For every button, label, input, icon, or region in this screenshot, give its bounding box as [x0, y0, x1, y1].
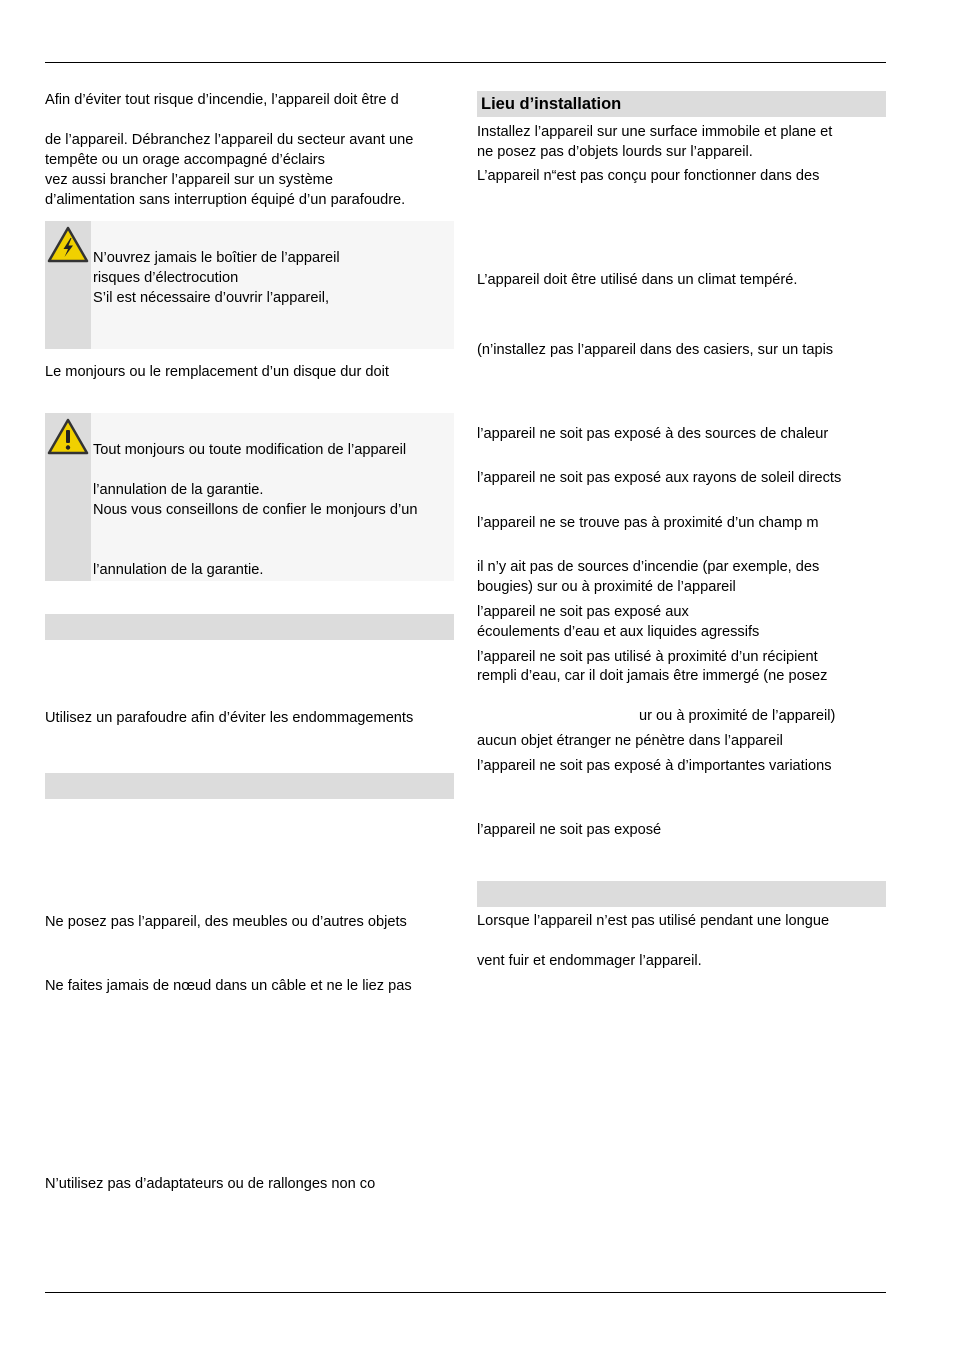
install-line-6: l’appareil ne soit pas exposé à des sources de chaleur — [477, 426, 829, 442]
fire-risk-line-2: de l’appareil. Débranchez l’appareil du secteur avant une — [45, 132, 414, 148]
general-warning-icon — [46, 417, 90, 457]
surge-protector-text: Utilisez un parafoudre afin d’éviter les endommagements — [45, 710, 414, 726]
warning2-line-2: l’annulation de la garantie. — [93, 482, 264, 498]
install-line-13: l’appareil ne soit pas utilisé à proximité d’un récipient — [477, 649, 818, 665]
general-warning-box — [45, 413, 454, 581]
install-line-15: ur ou à proximité de l’appareil) — [639, 708, 836, 724]
cable-knot-text: Ne faites jamais de nœud dans un câble et ne le liez pas — [45, 978, 412, 994]
fire-risk-line-4: vez aussi brancher l’appareil sur un système — [45, 172, 333, 188]
fire-risk-line-3: tempête ou un orage accompagné d’éclairs — [45, 152, 325, 168]
install-line-17: l’appareil ne soit pas exposé à d’importantes variations — [477, 758, 832, 774]
install-line-7: l’appareil ne soit pas exposé aux rayons de soleil directs — [477, 470, 842, 486]
long-unused-line-2: vent fuir et endommager l’appareil. — [477, 953, 702, 969]
fire-risk-line-5: d’alimentation sans interruption équipé d’un parafoudre. — [45, 192, 406, 208]
install-line-3: L’appareil n“est pas conçu pour fonctionner dans des — [477, 168, 820, 184]
warning-icon-column — [45, 413, 91, 581]
electric-shock-warning-box — [45, 221, 454, 349]
warning2-line-3: Nous vous conseillons de confier le monjours d’un — [93, 502, 418, 518]
section-bar-empty-2 — [45, 773, 454, 799]
adapters-text: N’utilisez pas d’adaptateurs ou de rallonges non co — [45, 1176, 376, 1192]
install-line-8: l’appareil ne se trouve pas à proximité d’un champ m — [477, 515, 819, 531]
warning1-line-2: risques d’électrocution — [93, 270, 239, 286]
no-objects-text: Ne posez pas l’appareil, des meubles ou d’autres objets — [45, 914, 407, 930]
section-bar-empty-1 — [45, 614, 454, 640]
install-line-18: l’appareil ne soit pas exposé — [477, 822, 662, 838]
install-line-1: Installez l’appareil sur une surface immobile et plane et — [477, 124, 833, 140]
install-line-16: aucun objet étranger ne pénètre dans l’appareil — [477, 733, 783, 749]
install-line-5: (n’installez pas l’appareil dans des casiers, sur un tapis — [477, 342, 834, 358]
hdd-replacement-text: Le monjours ou le remplacement d’un disque dur doit — [45, 364, 389, 380]
install-line-9: il n’y ait pas de sources d’incendie (par exemple, des — [477, 559, 820, 575]
section-bar-empty-3 — [477, 881, 886, 907]
warning-icon-column — [45, 221, 91, 349]
install-line-2: ne posez pas d’objets lourds sur l’appareil. — [477, 144, 753, 160]
electric-shock-warning-icon — [46, 225, 90, 265]
warning1-line-1: N’ouvrez jamais le boîtier de l’appareil — [93, 250, 340, 266]
install-line-4: L’appareil doit être utilisé dans un climat tempéré. — [477, 272, 798, 288]
install-line-12: écoulements d’eau et aux liquides agressifs — [477, 624, 760, 640]
warning2-line-4: l’annulation de la garantie. — [93, 562, 264, 578]
fire-risk-line-1: Afin d’éviter tout risque d’incendie, l’appareil doit être d — [45, 92, 399, 108]
install-line-10: bougies) sur ou à proximité de l’appareil — [477, 579, 736, 595]
install-line-11: l’appareil ne soit pas exposé aux — [477, 604, 689, 620]
warning2-line-1: Tout monjours ou toute modification de l’appareil — [93, 442, 407, 458]
installation-location-heading: Lieu d’installation — [477, 91, 886, 117]
long-unused-line-1: Lorsque l’appareil n’est pas utilisé pendant une longue — [477, 913, 830, 929]
warning1-line-3: S’il est nécessaire d’ouvrir l’appareil, — [93, 290, 330, 306]
install-line-14: rempli d’eau, car il doit jamais être immergé (ne posez — [477, 668, 828, 684]
footer-rule — [45, 1292, 886, 1293]
header-rule — [45, 62, 886, 63]
